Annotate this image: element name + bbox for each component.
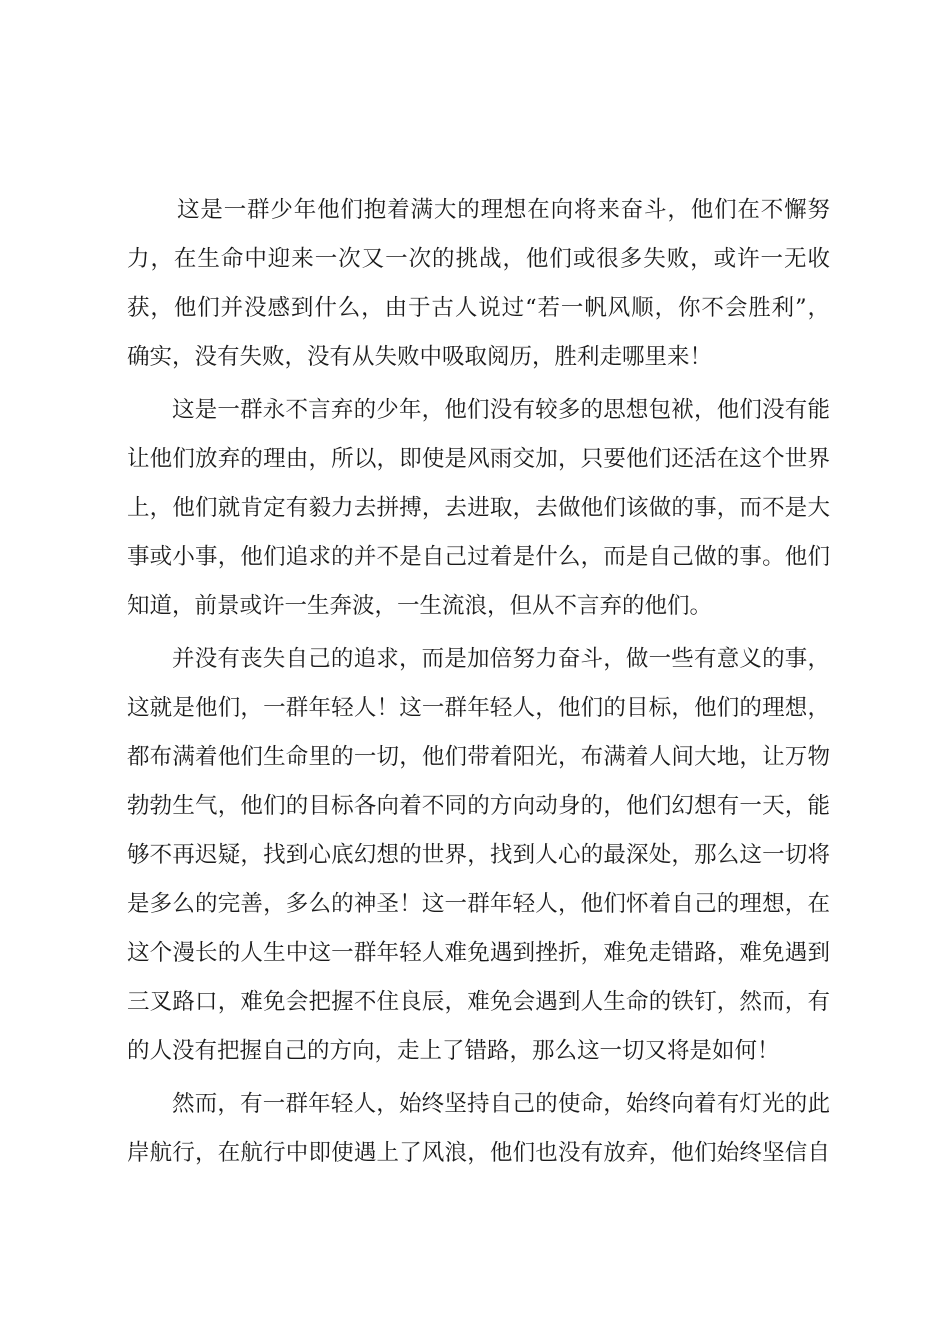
- paragraph-line: 确实，没有失败，没有从失败中吸取阅历，胜利走哪里来！: [127, 344, 713, 370]
- paragraph-line: 的人没有把握自己的方向，走上了错路，那么这一切又将是如何！: [127, 1038, 780, 1064]
- paragraph-line: 然而，有一群年轻人，始终坚持自己的使命，始终向着有灯光的此: [172, 1091, 830, 1117]
- paragraph-line: 上，他们就肯定有毅力去拼搏，去进取，去做他们该做的事，而不是大: [127, 495, 830, 521]
- paragraph-line: 这个漫长的人生中这一群年轻人难免遇到挫折，难免走错路，难免遇到: [127, 940, 830, 966]
- paragraph-line: 获，他们并没感到什么，由于古人说过“若一帆风顺，你不会胜利”，: [127, 295, 830, 321]
- paragraph-line: 这是一群少年他们抱着满大的理想在向将来奋斗，他们在不懈努: [177, 197, 830, 223]
- paragraph-line: 这是一群永不言弃的少年，他们没有较多的思想包袱，他们没有能: [172, 397, 830, 423]
- paragraph-line: 这就是他们，一群年轻人！这一群年轻人，他们的目标，他们的理想，: [127, 695, 830, 721]
- paragraph-line: 够不再迟疑，找到心底幻想的世界，找到人心的最深处，那么这一切将: [127, 842, 830, 868]
- paragraph-line: 事或小事，他们追求的并不是自己过着是什么，而是自己做的事。他们: [127, 544, 830, 570]
- paragraph-line: 让他们放弃的理由，所以，即使是风雨交加，只要他们还活在这个世界: [127, 446, 830, 472]
- paragraph-line: 是多么的完善，多么的神圣！这一群年轻人，他们怀着自己的理想，在: [127, 891, 830, 917]
- paragraph-3: [127, 635, 830, 1076]
- paragraph-line: 力，在生命中迎来一次又一次的挑战，他们或很多失败，或许一无收: [127, 246, 830, 272]
- paragraph-1: [127, 186, 830, 382]
- paragraph-line: 并没有丧失自己的追求，而是加倍努力奋斗，做一些有意义的事，: [172, 646, 830, 672]
- paragraph-2: [127, 386, 830, 631]
- paragraph-line: 勃勃生气，他们的目标各向着不同的方向动身的，他们幻想有一天，能: [127, 793, 830, 819]
- paragraph-4: [127, 1080, 830, 1178]
- paragraph-line: 岸航行，在航行中即使遇上了风浪，他们也没有放弃，他们始终坚信自: [127, 1140, 830, 1166]
- document-body: [127, 186, 830, 1178]
- paragraph-line: 知道，前景或许一生奔波，一生流浪，但从不言弃的他们。: [127, 593, 713, 619]
- paragraph-line: 三叉路口，难免会把握不住良辰，难免会遇到人生命的铁钉，然而，有: [127, 989, 830, 1015]
- paragraph-line: 都布满着他们生命里的一切，他们带着阳光，布满着人间大地，让万物: [127, 744, 830, 770]
